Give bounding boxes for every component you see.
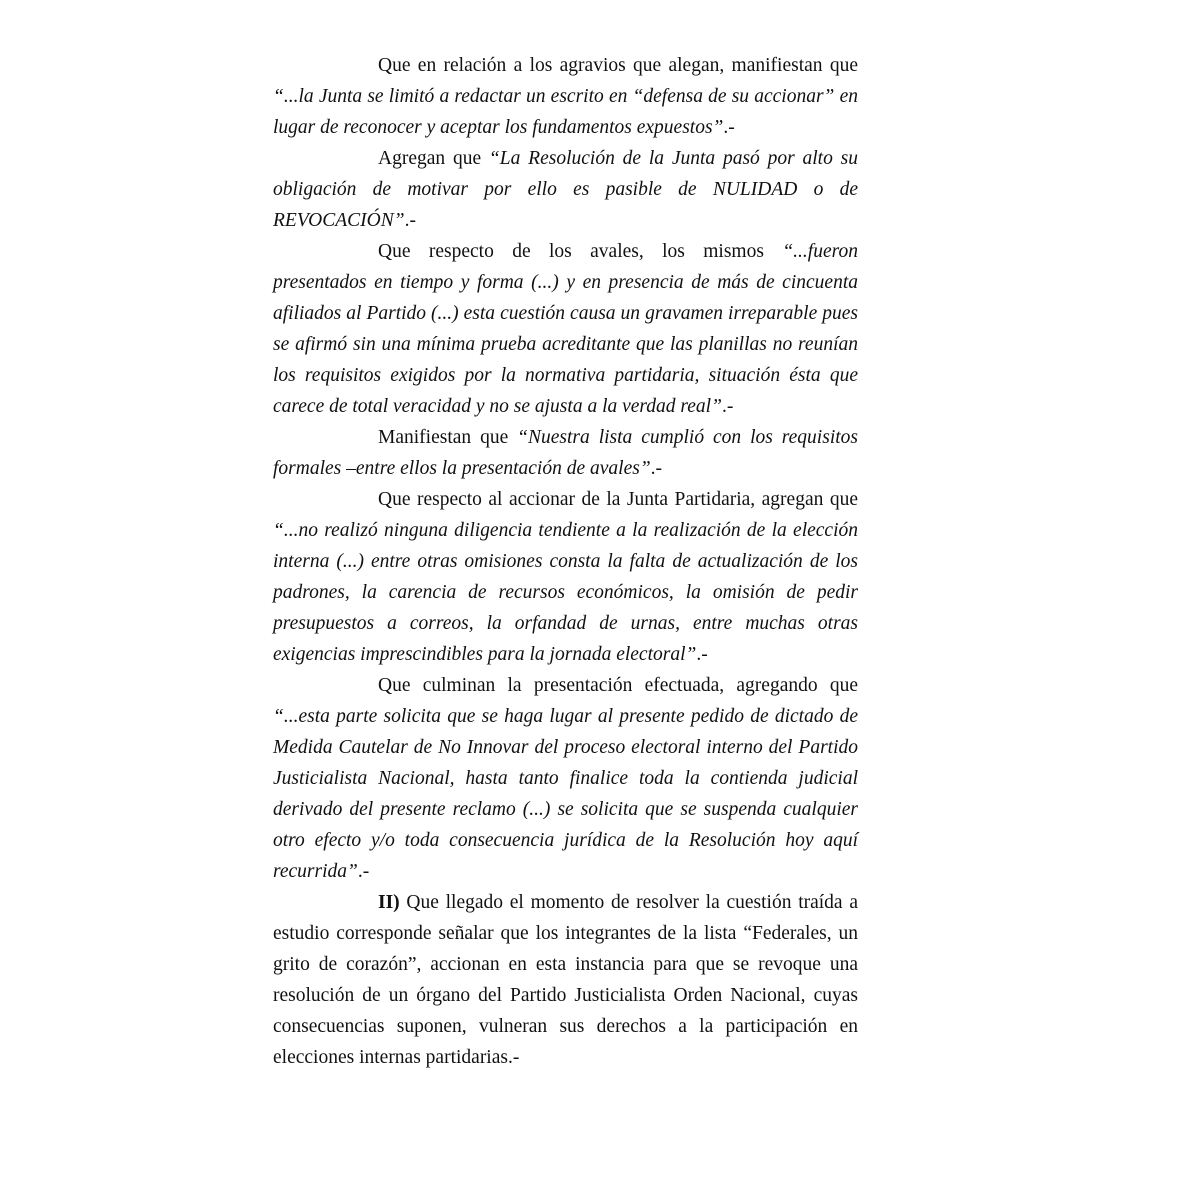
paragraph-section-ii — [273, 887, 858, 1073]
paragraph-terminator: .- — [404, 210, 416, 231]
quoted-text: “...no realizó ninguna diligencia tendiente a la realización de la elección interna (...) entre otras omisiones consta la falta de actualización de los padrones, la carencia de recursos económicos, la omisión de pedir presupuestos a correos, la orfandad de urnas, entre muchas otras exigencias imprescindibles para la jornada electoral” — [273, 520, 858, 665]
paragraph-terminator: .- — [723, 117, 735, 138]
paragraph-terminator: .- — [357, 861, 370, 882]
paragraph-junta-partidaria — [273, 484, 858, 670]
paragraph-text: Que llegado el momento de resolver la cuestión traída a estudio corresponde señalar que los integrantes de la lista “Federales, un grito de corazón”, accionan en esta instancia para que se revoque una resolución de un órgano del Partido Justicialista Orden Nacional, cuyas consecuencias suponen, vulneran sus derechos a la participación en elecciones internas partidarias.- — [273, 892, 858, 1068]
paragraph-text: Que respecto al accionar de la Junta Partidaria, agregan que — [378, 489, 858, 510]
paragraph-medida-cautelar — [273, 670, 858, 887]
paragraph-agregan — [273, 143, 858, 236]
paragraph-terminator: .- — [650, 458, 663, 479]
paragraph-text: Que en relación a los agravios que alegan, manifiestan que — [378, 55, 858, 76]
paragraph-terminator: .- — [696, 644, 708, 665]
quoted-text: “...esta parte solicita que se haga lugar al presente pedido de dictado de Medida Cautelar de No Innovar del proceso electoral interno del Partido Justicialista Nacional, hasta tanto finalice toda la contienda judicial derivado del presente reclamo (...) se solicita que se suspenda cualquier otro efecto y/o toda consecuencia jurídica de la Resolución hoy aquí recurrida” — [273, 706, 858, 882]
paragraph-terminator: .- — [721, 396, 734, 417]
paragraph-text: Manifiestan que — [378, 427, 518, 448]
paragraph-text: Que respecto de los avales, los mismos — [378, 241, 783, 262]
quoted-text: “La Resolución de la Junta pasó por alto su obligación de motivar por ello es pasible de NULIDAD o de REVOCACIÓN” — [273, 148, 858, 231]
document-page — [273, 50, 858, 1073]
paragraph-agravios — [273, 50, 858, 143]
paragraph-avales — [273, 236, 858, 422]
paragraph-text: Que culminan la presentación efectuada, agregando que — [378, 675, 858, 696]
paragraph-text: Agregan que — [378, 148, 489, 169]
section-number: II) — [378, 892, 400, 913]
quoted-text: “...fueron presentados en tiempo y forma (...) y en presencia de más de cincuenta afiliados al Partido (...) esta cuestión causa un gravamen irreparable pues se afirmó sin una mínima prueba acreditante que las planillas no reunían los requisitos exigidos por la normativa partidaria, situación ésta que carece de total veracidad y no se ajusta a la verdad real” — [273, 241, 858, 417]
quoted-text: “Nuestra lista cumplió con los requisitos formales –entre ellos la presentación de avales” — [273, 427, 858, 479]
paragraph-manifiestan — [273, 422, 858, 484]
quoted-text: “...la Junta se limitó a redactar un escrito en “defensa de su accionar” en lugar de reconocer y aceptar los fundamentos expuestos” — [273, 86, 858, 138]
